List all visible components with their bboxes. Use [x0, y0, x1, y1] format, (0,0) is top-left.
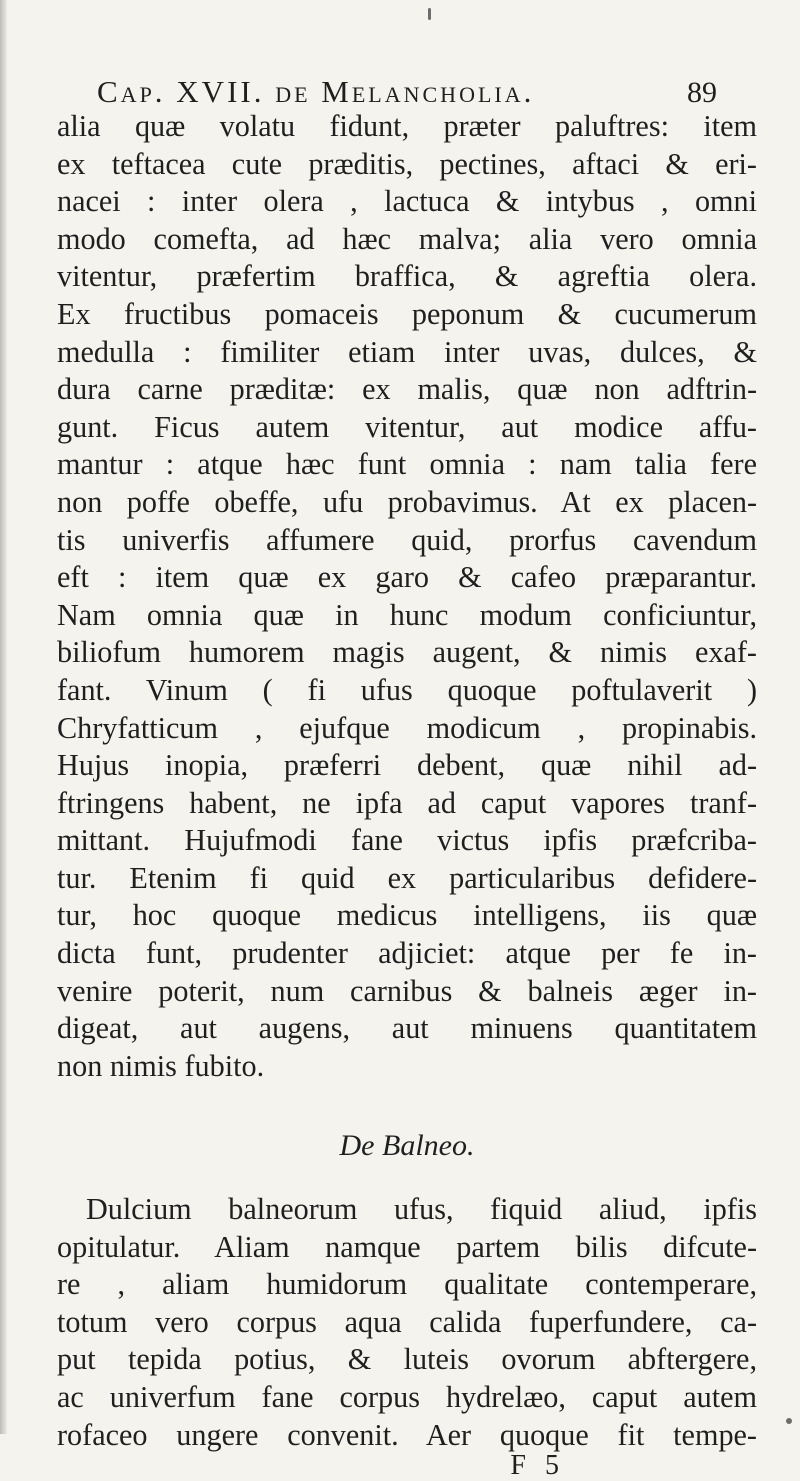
text-line: tur, hoc quoque medicus intelligens, iis quæ [57, 898, 757, 933]
ink-speck [786, 1418, 792, 1424]
text-line: medulla : fimiliter etiam inter uvas, dulces, & [57, 334, 757, 369]
text-line: Nam omnia quæ in hunc modum conficiuntur, [57, 597, 757, 632]
text-line: dicta funt, prudenter adjiciet: atque per fe in- [57, 936, 757, 971]
text-line: digeat, aut augens, aut minuens quantitatem [57, 1011, 757, 1046]
ink-speck [428, 8, 431, 20]
body-text [57, 108, 757, 1480]
text-line: vitentur, præfertim braffica, & agreftia olera. [57, 259, 757, 294]
text-line: modo comefta, ad hæc malva; alia vero omnia [57, 221, 757, 256]
text-line: ftringens habent, ne ipfa ad caput vapores tranf- [57, 785, 757, 820]
text-line: mittant. Hujufmodi fane victus ipfis præfcriba- [57, 823, 757, 858]
text-line: ex teftacea cute præditis, pectines, aftaci & eri- [57, 146, 757, 181]
text-line: totum vero corpus aqua calida fuperfundere, ca- [57, 1304, 757, 1339]
text-line: re , aliam humidorum qualitate contemperare, [57, 1267, 757, 1302]
text-line: dura carne præditæ: ex malis, quæ non adftrin- [57, 372, 757, 407]
text-line: fant. Vinum ( fi ufus quoque poftulaverit ) [57, 672, 757, 707]
text-line: biliofum humorem magis augent, & nimis exaf- [57, 635, 757, 670]
text-line: gunt. Ficus autem vitentur, aut modice affu- [57, 409, 757, 444]
text-line: nacei : inter olera , lactuca & intybus , omni [57, 184, 757, 219]
text-line: Chryfatticum , ejufque modicum , propinabis. [57, 710, 757, 745]
text-line: Ex fructibus pomaceis peponum & cucumerum [57, 296, 757, 331]
text-line: mantur : atque hæc funt omnia : nam talia fere [57, 447, 757, 482]
text-line: rofaceo ungere convenit. Aer quoque fit tempe- [57, 1417, 757, 1452]
page-number: 89 [687, 76, 717, 109]
text-line: venire poterit, num carnibus & balneis æger in- [57, 973, 757, 1008]
section-heading: De Balneo. [339, 1129, 475, 1163]
text-line: non poffe obeffe, ufu probavimus. At ex placen- [57, 484, 757, 519]
text-line: Dulcium balneorum ufus, fiquid aliud, ipfis [86, 1192, 757, 1227]
text-line: ac univerfum fane corpus hydrelæo, caput autem [57, 1380, 757, 1414]
text-line: tur. Etenim fi quid ex particularibus defidere- [57, 860, 757, 895]
text-line: tis univerfis affumere quid, prorfus cavendum [57, 522, 757, 557]
text-line: put tepida potius, & luteis ovorum abftergere, [57, 1342, 757, 1377]
paragraph-2 [57, 1191, 757, 1454]
signature-mark: F 5 [510, 1450, 565, 1481]
text-line: non nimis fubito. [57, 1048, 265, 1083]
chapter-title: Cap. XVII. de Melancholia. [97, 74, 535, 109]
text-line: eft : item quæ ex garo & cafeo præparantur. [57, 560, 757, 595]
text-line: Hujus inopia, præferri debent, quæ nihil ad- [57, 748, 757, 783]
text-line: alia quæ volatu fidunt, præter paluftres: item [57, 109, 757, 143]
text-line: opitulatur. Aliam namque partem bilis difcute- [57, 1229, 757, 1264]
paragraph-1 [57, 108, 757, 1085]
page-binding-edge [0, 0, 7, 1434]
